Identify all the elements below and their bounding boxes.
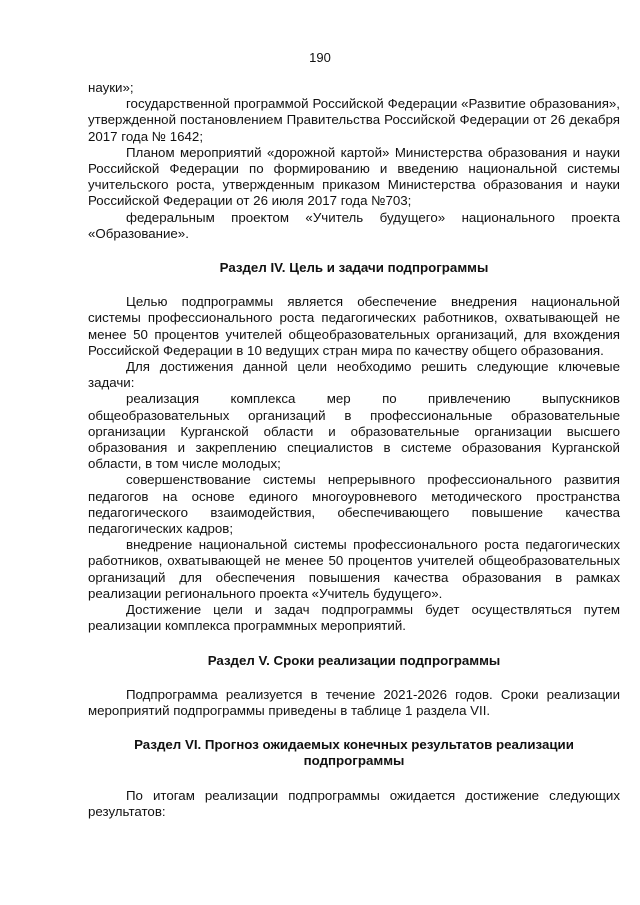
paragraph: федеральным проектом «Учитель будущего» национального проекта «Образование». (88, 209, 620, 241)
paragraph: Подпрограмма реализуется в течение 2021-2026 годов. Сроки реализации мероприятий подпрограммы приведены в таблице 1 раздела VII. (88, 686, 620, 718)
paragraph: внедрение национальной системы профессионального роста педагогических работников, охватывающей не менее 50 процентов учителей общеобразовательных организаций для обеспечения повышения качества образования в рамках реализации регионального проекта «Учитель будущего». (88, 537, 620, 601)
paragraph: Целью подпрограммы является обеспечение внедрения национальной системы профессионального роста педагогических работников, охватывающей не менее 50 процентов учителей общеобразовательных организаций, для вхождения Российской Федерации в 10 ведущих стран мира по качеству общего образования. (88, 294, 620, 358)
section-heading-6-line2: подпрограммы (303, 753, 405, 769)
paragraph: По итогам реализации подпрограммы ожидается достижение следующих результатов: (88, 787, 620, 819)
section-heading-6-line1: Раздел VI. Прогноз ожидаемых конечных результатов реализации (134, 737, 574, 753)
paragraph: Достижение цели и задач подпрограммы будет осуществляться путем реализации комплекса программных мероприятий. (88, 602, 620, 634)
document-body (88, 80, 620, 820)
section-heading-4: Раздел IV. Цель и задачи подпрограммы (219, 260, 489, 276)
paragraph: Планом мероприятий «дорожной картой» Министерства образования и науки Российской Федерации по формированию и введению национальной системы учительского роста, утвержденным приказом Министерства образования и науки Российской Федерации от 26 июля 2017 года №703; (88, 144, 620, 209)
paragraph: реализация комплекса мер по привлечению выпускников общеобразовательных организаций в профессиональные образовательные организации Курганской области и образовательные организации высшего образования и закреплению специалистов в системе образования Курганской области, в том числе молодых; (88, 391, 620, 472)
paragraph: Для достижения данной цели необходимо решить следующие ключевые задачи: (88, 359, 620, 391)
paragraph: государственной программой Российской Федерации «Развитие образования», утвержденной постановлением Правительства Российской Федерации от 26 декабря 2017 года № 1642; (88, 96, 620, 144)
paragraph: совершенствование системы непрерывного профессионального развития педагогов на основе единого многоуровневого методического пространства педагогического взаимодействия, обеспечивающего повышение качества педагогических кадров; (88, 472, 620, 537)
paragraph: науки»; (88, 80, 134, 95)
section-heading-5: Раздел V. Сроки реализации подпрограммы (207, 652, 501, 668)
page-number: 190 (309, 50, 331, 65)
